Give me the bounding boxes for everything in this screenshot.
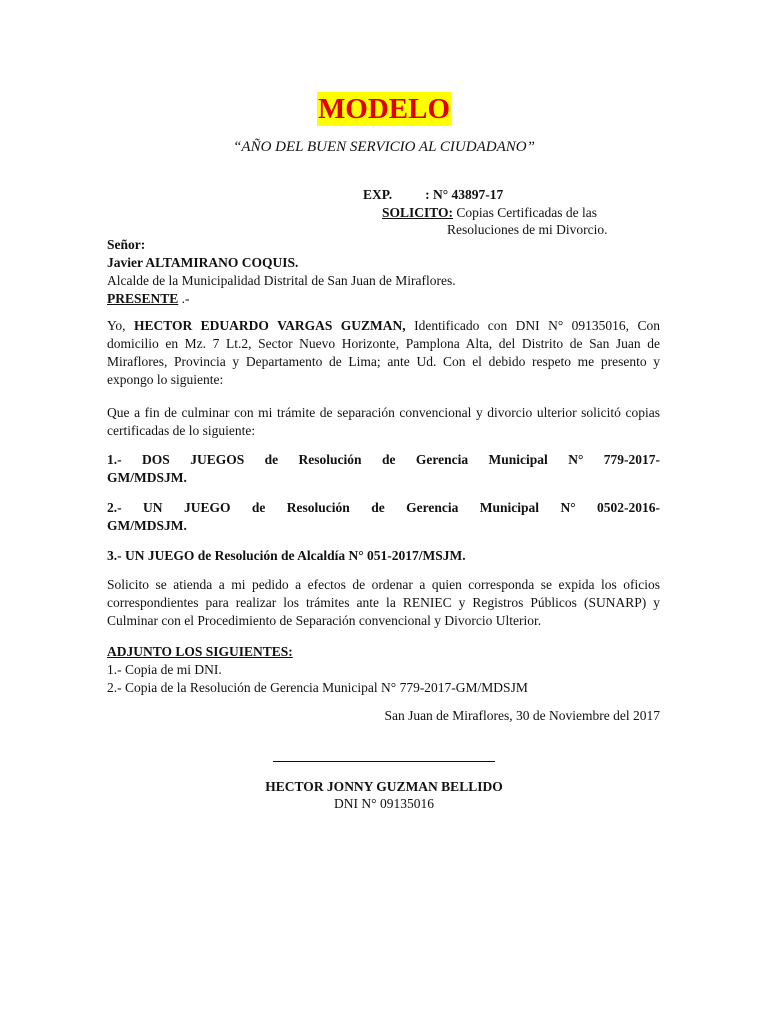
year-motto: “AÑO DEL BUEN SERVICIO AL CIUDADANO” bbox=[233, 139, 535, 155]
presente-line bbox=[107, 290, 456, 308]
signature-name: HECTOR JONNY GUZMAN BELLIDO bbox=[265, 779, 503, 794]
applicant-name: HECTOR EDUARDO VARGAS GUZMAN, bbox=[133, 318, 406, 333]
request-item-1-line-1: 1.- DOS JUEGOS de Resolución de Gerencia Municipal N° 779-2017- bbox=[107, 452, 660, 467]
intro-prefix: Yo, bbox=[107, 318, 134, 333]
addressee-block bbox=[107, 236, 456, 308]
attachment-item: 1.- Copia de mi DNI. bbox=[107, 662, 222, 677]
paragraph-closing: Solicito se atienda a mi pedido a efectos de ordenar a quien corresponda se expida los oficios correspondientes para realizar los trámites ante la RENIEC y Registros Públicos (SUNARP) y Culminar con el Procedimiento de Separación convencional y Divorcio Ulterior. bbox=[107, 577, 660, 628]
solicito-text-1: Copias Certificadas de las bbox=[453, 205, 597, 220]
exp-label: EXP. bbox=[363, 187, 393, 202]
date-line: San Juan de Miraflores, 30 de Noviembre del 2017 bbox=[384, 708, 660, 723]
exp-number: : N° 43897-17 bbox=[425, 187, 504, 202]
expedient-line bbox=[363, 186, 503, 204]
request-item-2-line-2: GM/MDSJM. bbox=[107, 518, 187, 533]
presente-suffix: .- bbox=[181, 291, 190, 306]
solicito-label: SOLICITO: bbox=[382, 205, 454, 220]
paragraph-request: Que a fin de culminar con mi trámite de separación convencional y divorcio ulterior solicitó copias certificadas de lo siguiente: bbox=[107, 405, 660, 438]
attachments-block bbox=[107, 643, 528, 697]
addressee-position: Alcalde de la Municipalidad Distrital de San Juan de Miraflores. bbox=[107, 273, 456, 288]
document-title: MODELO bbox=[317, 93, 451, 125]
intro-text: Identificado con DNI N° 09135016, Con domicilio en Mz. 7 Lt.2, Sector Nuevo Horizonte, Pamplona Alta, del Distrito de San Juan de Miraflores, Provincia y Departamento de Lima; ante Ud. Con el debido respeto me presento y expongo lo siguiente: bbox=[107, 318, 660, 387]
request-item-1-line-2: GM/MDSJM. bbox=[107, 470, 187, 485]
request-item-2 bbox=[107, 499, 660, 535]
salutation: Señor: bbox=[107, 237, 146, 252]
solicito-text-2: Resoluciones de mi Divorcio. bbox=[447, 222, 608, 237]
presente-label: PRESENTE bbox=[107, 291, 179, 306]
title-block bbox=[0, 92, 768, 126]
addressee-name: Javier ALTAMIRANO COQUIS. bbox=[107, 255, 299, 270]
request-item-3: 3.- UN JUEGO de Resolución de Alcaldía N° 051-2017/MSJM. bbox=[107, 548, 466, 563]
request-item-2-line-1: 2.- UN JUEGO de Resolución de Gerencia Municipal N° 0502-2016- bbox=[107, 500, 660, 515]
attachments-heading: ADJUNTO LOS SIGUIENTES: bbox=[107, 644, 293, 659]
request-item-1 bbox=[107, 451, 660, 487]
solicito-line bbox=[382, 204, 597, 222]
signature-line bbox=[273, 761, 495, 762]
paragraph-intro bbox=[107, 317, 660, 389]
signature-dni: DNI N° 09135016 bbox=[334, 796, 434, 811]
attachment-item: 2.- Copia de la Resolución de Gerencia Municipal N° 779-2017-GM/MDSJM bbox=[107, 680, 528, 695]
